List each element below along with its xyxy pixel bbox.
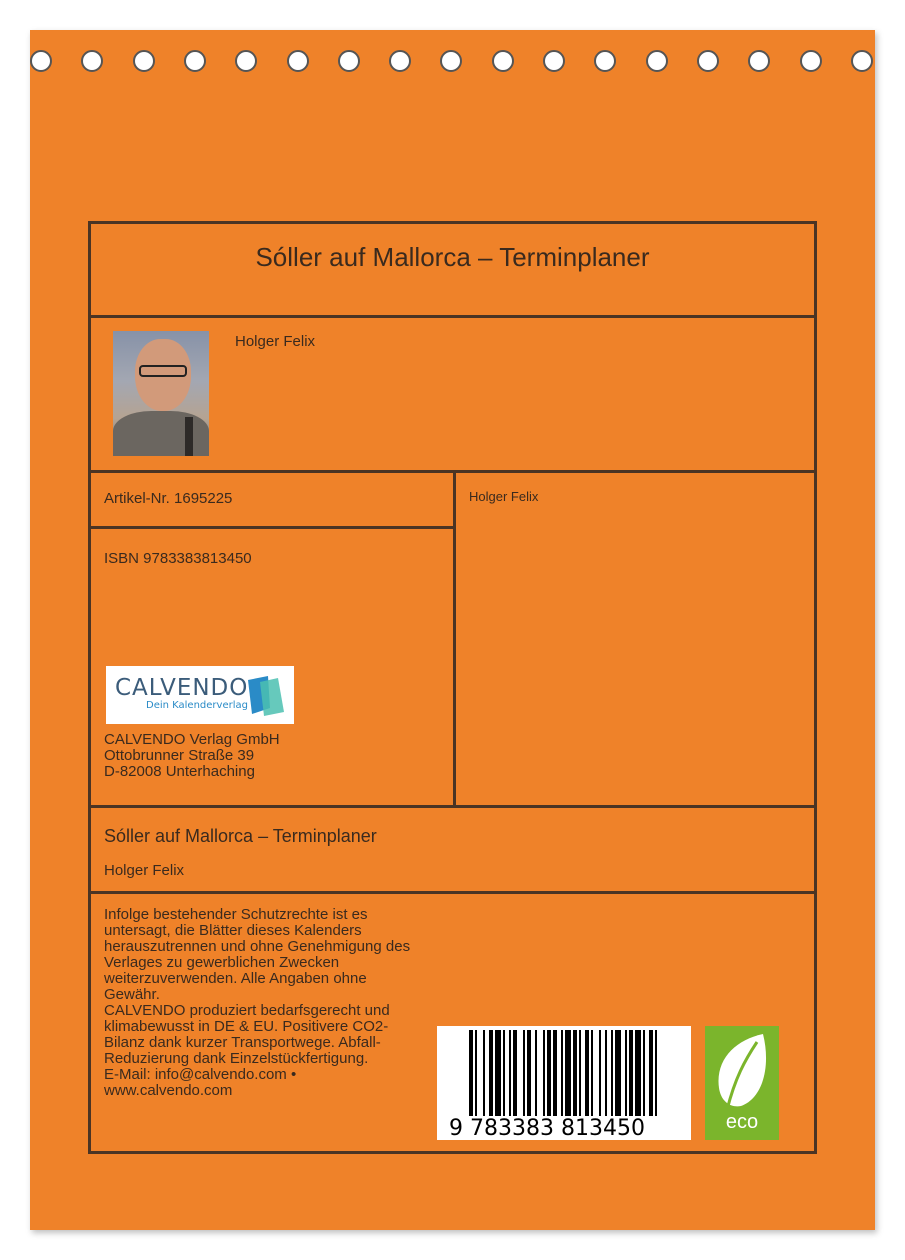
- barcode-bar: [535, 1030, 537, 1116]
- binding-hole: [133, 50, 155, 72]
- barcode-bar: [625, 1030, 627, 1116]
- binding-hole: [851, 50, 873, 72]
- column-divider: [453, 470, 456, 806]
- barcode-bar: [489, 1030, 493, 1116]
- barcode-bar: [495, 1030, 501, 1116]
- calvendo-logo: CALVENDO Dein Kalenderverlag: [106, 666, 294, 724]
- binding-hole: [30, 50, 52, 72]
- binding-hole: [287, 50, 309, 72]
- legal-line: E-Mail: info@calvendo.com •: [104, 1066, 297, 1083]
- divider: [91, 891, 814, 894]
- eco-badge: [705, 1026, 779, 1140]
- barcode-bar: [547, 1030, 551, 1116]
- info-frame: [88, 221, 817, 1154]
- binding-hole: [748, 50, 770, 72]
- barcode-bar: [615, 1030, 621, 1116]
- isbn-text: ISBN 9783383813450: [104, 550, 252, 567]
- summary-title: Sóller auf Mallorca – Terminplaner: [104, 826, 377, 846]
- barcode-bar: [599, 1030, 601, 1116]
- barcode-bar: [585, 1030, 589, 1116]
- barcode-bar: [543, 1030, 545, 1116]
- binding-hole: [492, 50, 514, 72]
- barcode-bar: [483, 1030, 485, 1116]
- barcode-bar: [635, 1030, 641, 1116]
- barcode-bar: [605, 1030, 607, 1116]
- barcode-bar: [573, 1030, 577, 1116]
- legal-line: herauszutrennen und ohne Genehmigung des: [104, 938, 411, 955]
- barcode-bar: [649, 1030, 653, 1116]
- leaf-icon: [705, 1026, 779, 1116]
- photographer-name: Holger Felix: [469, 489, 539, 504]
- barcode-bar: [611, 1030, 613, 1116]
- legal-line: Infolge bestehender Schutzrechte ist es: [104, 906, 368, 923]
- legal-line: Gewähr.: [104, 986, 160, 1003]
- binding-hole: [697, 50, 719, 72]
- legal-line: www.calvendo.com: [104, 1082, 233, 1099]
- barcode-bar: [503, 1030, 505, 1116]
- binding-hole: [338, 50, 360, 72]
- author-name: Holger Felix: [235, 333, 316, 350]
- binding-hole: [235, 50, 257, 72]
- barcode-bar: [527, 1030, 531, 1116]
- barcode-bar: [553, 1030, 557, 1116]
- legal-line: untersagt, die Blätter dieses Kalenders: [104, 922, 362, 939]
- barcode-bar: [655, 1030, 657, 1116]
- barcode-bar: [523, 1030, 525, 1116]
- title-cell: [91, 224, 814, 316]
- logo-mark-icon: [246, 674, 288, 718]
- legal-line: klimabewusst in DE & EU. Positivere CO2-: [104, 1018, 389, 1035]
- publisher-line1: CALVENDO Verlag GmbH: [104, 731, 280, 748]
- barcode-bar: [469, 1030, 473, 1116]
- legal-line: weiterzuverwenden. Alle Angaben ohne: [104, 970, 367, 987]
- legal-line: Verlages zu gewerblichen Zwecken: [104, 954, 340, 971]
- eco-label: eco: [725, 1111, 759, 1133]
- binding-hole: [389, 50, 411, 72]
- binding-hole: [440, 50, 462, 72]
- page-title: Sóller auf Mallorca – Terminplaner: [255, 242, 650, 272]
- barcode-bar: [509, 1030, 511, 1116]
- divider: [91, 526, 453, 529]
- binding-hole: [646, 50, 668, 72]
- barcode-bars: [437, 1026, 691, 1118]
- legal-line: Reduzierung dank Einzelstückfertigung.: [104, 1050, 369, 1067]
- publisher-line3: D-82008 Unterhaching: [104, 763, 255, 780]
- binding-hole: [594, 50, 616, 72]
- divider: [91, 805, 814, 808]
- binding-holes: [30, 50, 875, 74]
- publisher-line2: Ottobrunner Straße 39: [104, 747, 255, 764]
- legal-line: Bilanz dank kurzer Transportwege. Abfall-: [104, 1034, 381, 1051]
- barcode-bar: [591, 1030, 593, 1116]
- article-number: Artikel-Nr. 1695225: [104, 490, 233, 507]
- binding-hole: [543, 50, 565, 72]
- barcode-bar: [561, 1030, 563, 1116]
- divider: [91, 315, 814, 318]
- binding-hole: [184, 50, 206, 72]
- barcode-bar: [513, 1030, 517, 1116]
- binding-hole: [800, 50, 822, 72]
- calendar-back-cover: [30, 30, 875, 1230]
- barcode-bar: [475, 1030, 477, 1116]
- legal-line: CALVENDO produziert bedarfsgerecht und: [104, 1002, 390, 1019]
- barcode-bar: [629, 1030, 633, 1116]
- barcode-digits: 9 783383 813450: [449, 1116, 645, 1141]
- summary-author: Holger Felix: [104, 862, 185, 879]
- author-photo: [113, 331, 209, 456]
- binding-hole: [81, 50, 103, 72]
- barcode-bar: [643, 1030, 645, 1116]
- barcode-bar: [579, 1030, 581, 1116]
- barcode-bar: [565, 1030, 571, 1116]
- barcode: [437, 1026, 691, 1140]
